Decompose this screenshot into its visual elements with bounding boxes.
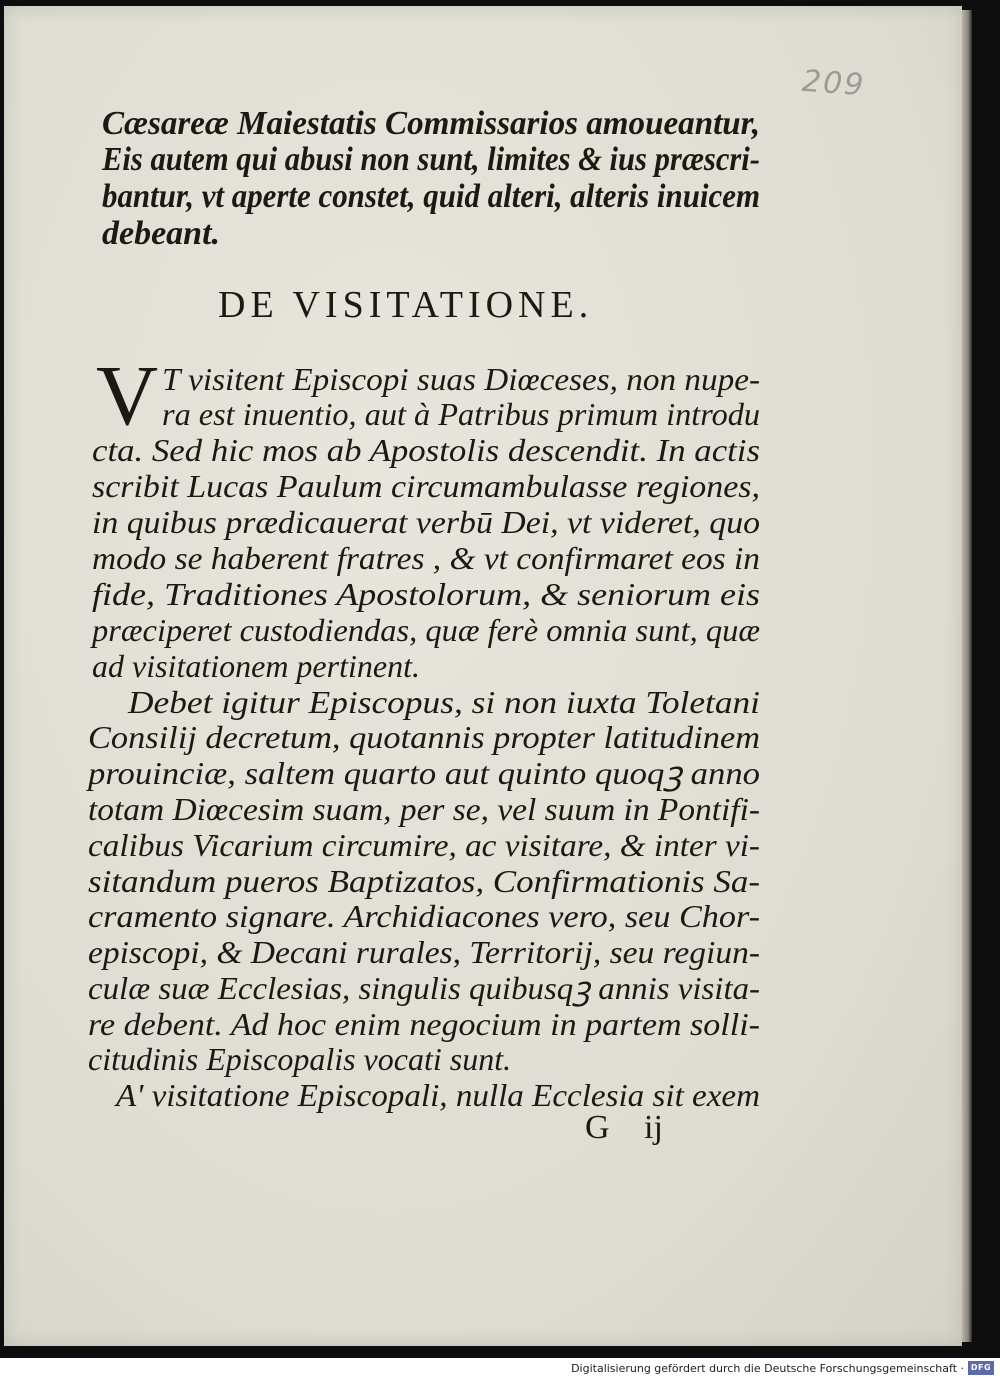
paragraph-2-line-5: calibus Vicarium circumire, ac visitare, & inter vi- [88,827,760,863]
paragraph-1-line-4: scribit Lucas Paulum circumambulasse regiones, [92,468,760,504]
drop-cap: V [96,347,159,443]
paragraph-1-line-6: modo se haberent fratres , & vt confirmaret eos in [92,540,761,576]
paragraph-2-line-6: sitandum pueros Baptizatos, Confirmationis Sa- [88,863,760,899]
paragraph-2-line-2: Consilij decretum, quotannis propter latitudinem [88,719,760,755]
paragraph-2-line-8: episcopi, & Decani rurales, Territorij, seu regiun- [88,934,760,970]
section-heading: DE VISITATIONE. [218,284,594,326]
folio-number: 209 [800,63,867,104]
paragraph-1-line-1: T visitent Episcopi suas Diœceses, non nupe- [162,361,760,397]
digitization-credit: Digitalisierung gefördert durch die Deutsche Forschungsgemeinschaft · [571,1362,964,1375]
top-paragraph-line-4: debeant. [102,215,221,252]
top-paragraph-line-2: Eis autem qui abusi non sunt, limites & ius præscri- [102,141,760,178]
signature-mark: G ij [585,1109,663,1146]
paragraph-1-line-3: cta. Sed hic mos ab Apostolis descendit. In actis [92,432,760,468]
dfg-logo-icon: DFG [968,1361,994,1375]
paragraph-1-line-5: in quibus prædicauerat verbū Dei, vt videret, quo [92,504,760,540]
paragraph-1-line-2: ra est inuentio, aut à Patribus primum introdu [162,396,760,432]
paragraph-3-line-1: A' visitatione Episcopali, nulla Ecclesia sit exem [116,1077,760,1113]
paragraph-2-line-11: citudinis Episcopalis vocati sunt. [88,1041,512,1077]
paragraph-1-line-9: ad visitationem pertinent. [92,648,420,684]
paragraph-2-line-9: culæ suæ Ecclesias, singulis quibusqꝫ annis visita- [88,970,760,1006]
top-paragraph-line-3: bantur, vt aperte constet, quid alteri, alteris inuicem [102,178,760,215]
paragraph-2-line-1: Debet igitur Episcopus, si non iuxta Toletani [128,684,760,720]
paragraph-2-line-7: cramento signare. Archidiacones vero, seu Chor- [88,898,760,934]
paragraph-1-line-7: fide, Traditiones Apostolorum, & seniorum eis [92,576,760,612]
paragraph-2-line-10: re debent. Ad hoc enim negocium in partem solli- [88,1006,760,1042]
paragraph-1-line-8: præciperet custodiendas, quæ ferè omnia sunt, quæ [92,612,760,648]
top-paragraph-line-1: Cæsareæ Maiestatis Commissarios amoueantur, [102,105,760,142]
paragraph-2-line-4: totam Diœcesim suam, per se, vel suum in Pontifi- [88,791,760,827]
page-edge [962,10,972,1342]
paragraph-2-line-3: prouinciæ, saltem quarto aut quinto quoqꝫ anno [88,755,760,791]
